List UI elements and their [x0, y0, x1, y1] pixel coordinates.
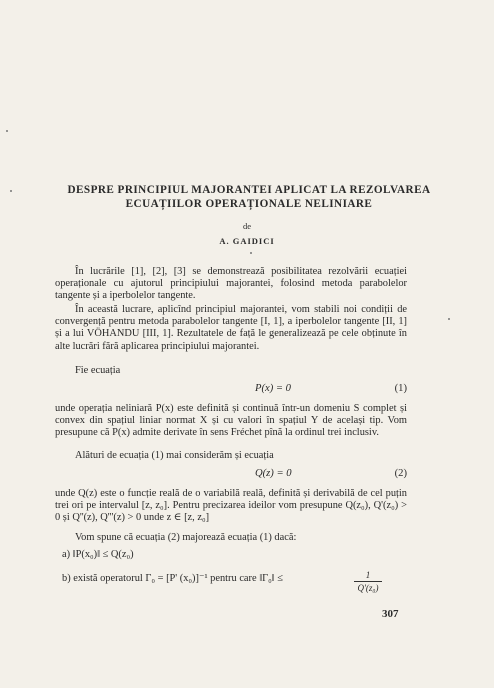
equation-2-expression: Q(z) = 0 [255, 468, 292, 479]
scan-speck [10, 190, 12, 192]
paragraph-let-equation: Fie ecuația [75, 365, 121, 376]
scan-speck [6, 130, 8, 132]
paragraph-alongside: Alături de ecuația (1) mai considerăm și ecuația [75, 450, 274, 461]
condition-b: b) există operatorul Γ₀ = [P' (x₀)]⁻¹ pentru care ‖Γ₀‖ ≤ [62, 573, 283, 584]
equation-1 [55, 383, 407, 396]
equation-2-number: (2) [394, 468, 407, 479]
condition-a: a) ‖P(x₀)‖ ≤ Q(z₀) [62, 549, 134, 560]
fraction-bound [354, 570, 382, 593]
byline-de: de [242, 221, 252, 231]
fraction-numerator: 1 [365, 570, 371, 580]
fraction-denominator: Q'(z₀) [357, 583, 379, 593]
paragraph-scope: În această lucrare, aplicînd principiul majorantei, vom stabili noi condiții de convergență pentru metoda parabolelor tangente [I, 1], a iperbolelor tangente [II, 1] și a lui VÖHANDU [III, 1]. Rezultatele de față le generalizează pe cele obținute în alte lucrări fără aplicarea principiului majorantei. [55, 304, 407, 352]
author-name: A. GAIDICI [219, 236, 275, 246]
paragraph-intro: În lucrările [1], [2], [3] se demonstrează posibilitatea rezolvării ecuației operaționale cu ajutorul principiului majorantei, folosind metoda parabolelor tangente și a iperbolelor tangente. [55, 266, 407, 302]
equation-1-expression: P(x) = 0 [255, 383, 291, 394]
scan-speck [250, 252, 252, 254]
page-number: 307 [382, 608, 399, 620]
paragraph-function-q: unde Q(z) este o funcție reală de o variabilă reală, definită și derivabilă de cel puțin trei ori pe intervalul [z, z₀]. Pentru precizarea ideilor vom presupune Q(z₀), Q'(z₀) > 0 și Q''(z), Q'''(z) > 0 unde z ∈ [z, z₀] [55, 488, 407, 524]
paragraph-majorant-def: Vom spune că ecuația (2) majorează ecuația (1) dacă: [75, 532, 297, 543]
scan-speck [448, 318, 450, 320]
equation-1-number: (1) [394, 383, 407, 394]
article-title: DESPRE PRINCIPIUL MAJORANTEI APLICAT LA REZOLVAREA ECUAȚIILOR OPERAȚIONALE NELINIARE [67, 184, 431, 210]
fraction-bar [354, 581, 382, 582]
paragraph-operator-definition: unde operația neliniară P(x) este definită și continuă într-un domeniu S complet și convex din spațiul liniar normat X și cu valori în spațiul Y de același tip. Vom presupune că P(x) admite derivate în sens Fréchet pînă la ordinul trei inclusiv. [55, 403, 407, 439]
equation-2 [55, 468, 407, 481]
